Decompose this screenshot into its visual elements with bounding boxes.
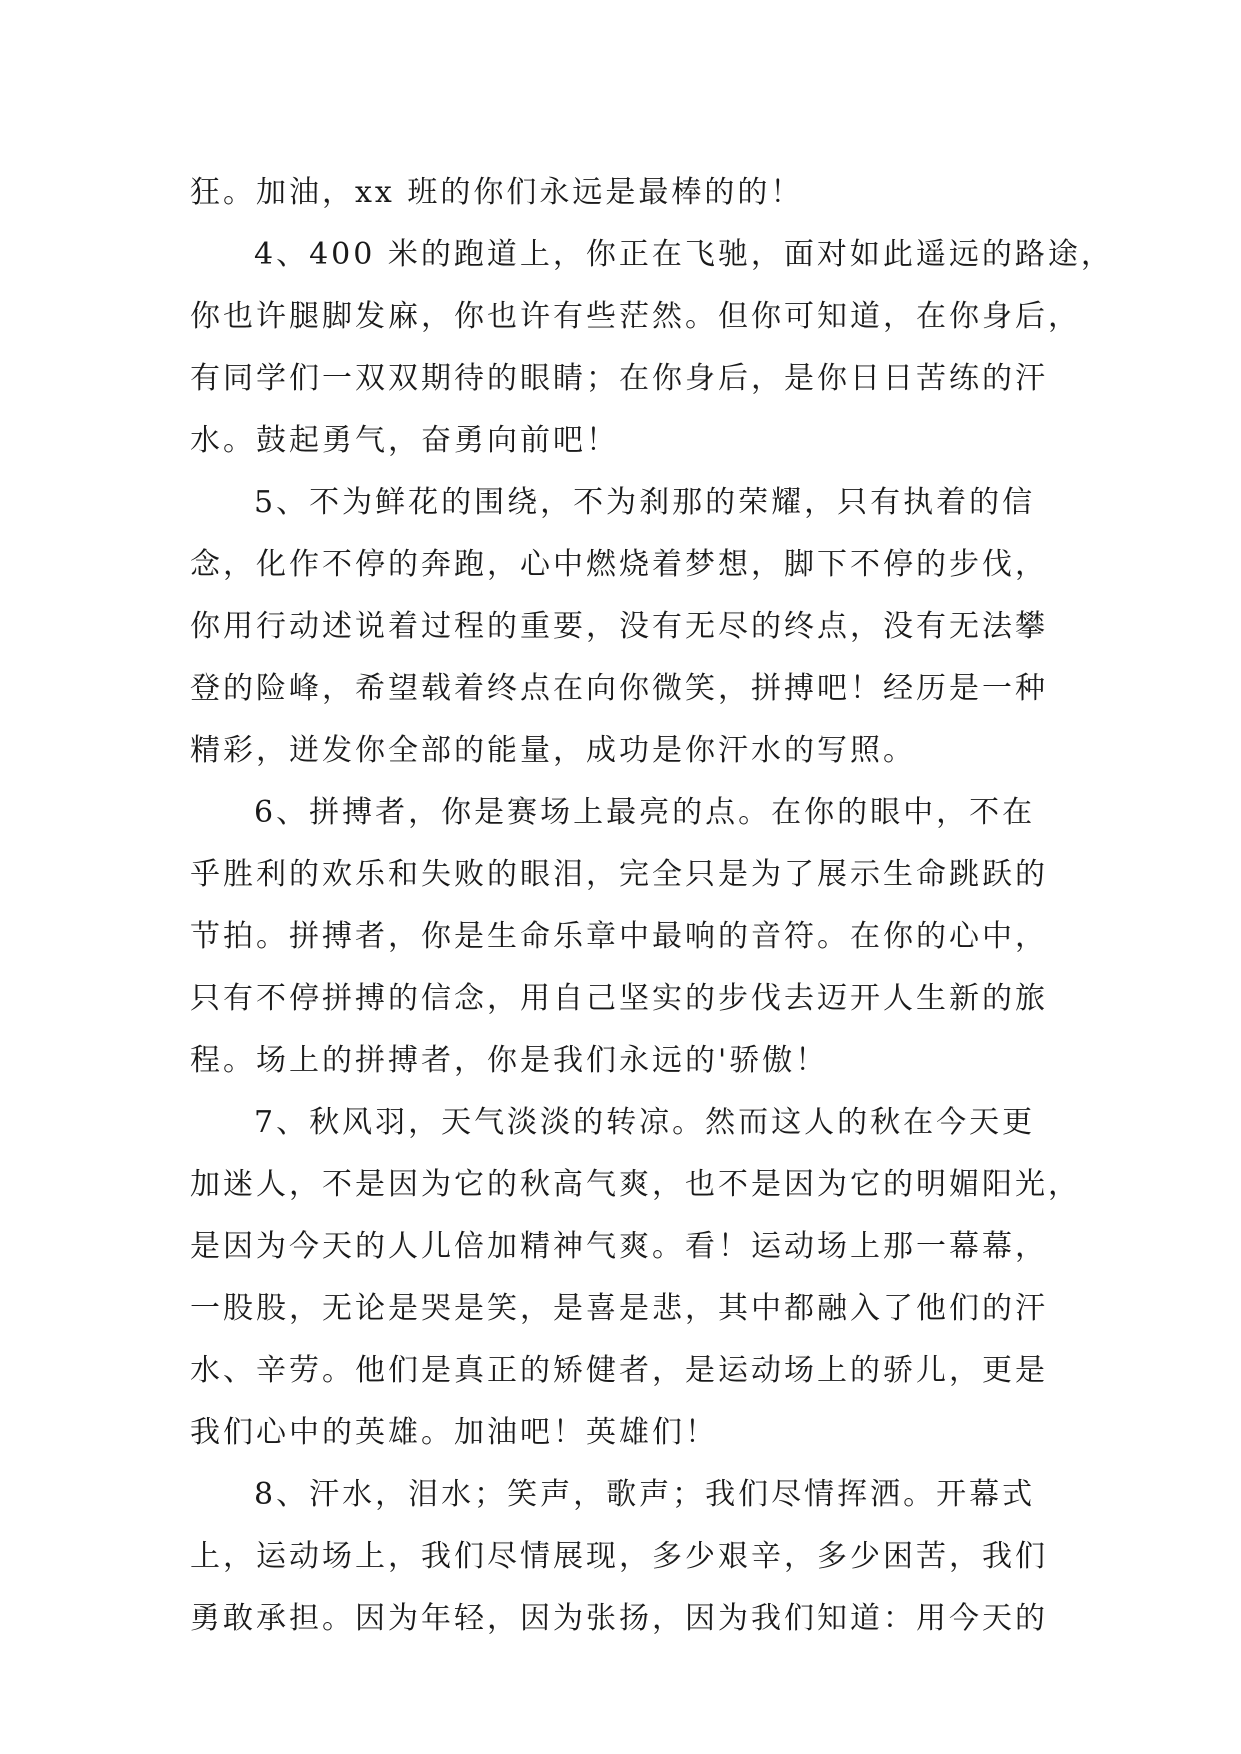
text-line: 有同学们一双双期待的眼睛；在你身后，是你日日苦练的汗 <box>190 361 1048 396</box>
text-line: 你也许腿脚发麻，你也许有些茫然。但你可知道，在你身后， <box>190 299 1081 334</box>
text-line: 程。场上的拼搏者，你是我们永远的'骄傲！ <box>190 1043 829 1078</box>
text-line: 乎胜利的欢乐和失败的眼泪，完全只是为了展示生命跳跃的 <box>190 857 1048 892</box>
text-line: 狂。加油，xx 班的你们永远是最棒的的！ <box>190 175 804 210</box>
document-body <box>190 162 1114 1650</box>
paragraph-5-start: 5、不为鲜花的围绕，不为刹那的荣耀，只有执着的信 <box>254 485 1036 520</box>
paragraph-4-start: 4、400 米的跑道上，你正在飞驰，面对如此遥远的路途， <box>254 237 1114 272</box>
text-line: 一股股，无论是哭是笑，是喜是悲，其中都融入了他们的汗 <box>190 1291 1048 1326</box>
text-line: 水、辛劳。他们是真正的矫健者，是运动场上的骄儿，更是 <box>190 1353 1048 1388</box>
text-line: 勇敢承担。因为年轻，因为张扬，因为我们知道：用今天的 <box>190 1601 1048 1636</box>
paragraph-7-start: 7、秋风羽，天气淡淡的转凉。然而这人的秋在今天更 <box>254 1105 1036 1140</box>
text-line: 加迷人，不是因为它的秋高气爽，也不是因为它的明媚阳光， <box>190 1167 1081 1202</box>
text-line: 只有不停拼搏的信念，用自己坚实的步伐去迈开人生新的旅 <box>190 981 1048 1016</box>
paragraph-8-start: 8、汗水，泪水；笑声，歌声；我们尽情挥洒。开幕式 <box>254 1477 1036 1512</box>
text-line: 念，化作不停的奔跑，心中燃烧着梦想，脚下不停的步伐， <box>190 547 1048 582</box>
text-line: 节拍。拼搏者，你是生命乐章中最响的音符。在你的心中， <box>190 919 1048 954</box>
text-line: 我们心中的英雄。加油吧！英雄们！ <box>190 1415 718 1450</box>
text-line: 登的险峰，希望载着终点在向你微笑，拼搏吧！经历是一种 <box>190 671 1048 706</box>
text-line: 上，运动场上，我们尽情展现，多少艰辛，多少困苦，我们 <box>190 1539 1048 1574</box>
text-line: 精彩，迸发你全部的能量，成功是你汗水的写照。 <box>190 733 916 768</box>
text-line: 是因为今天的人儿倍加精神气爽。看！运动场上那一幕幕， <box>190 1229 1048 1264</box>
text-line: 你用行动述说着过程的重要，没有无尽的终点，没有无法攀 <box>190 609 1048 644</box>
text-line: 水。鼓起勇气，奋勇向前吧！ <box>190 423 619 458</box>
paragraph-6-start: 6、拼搏者，你是赛场上最亮的点。在你的眼中，不在 <box>254 795 1036 830</box>
